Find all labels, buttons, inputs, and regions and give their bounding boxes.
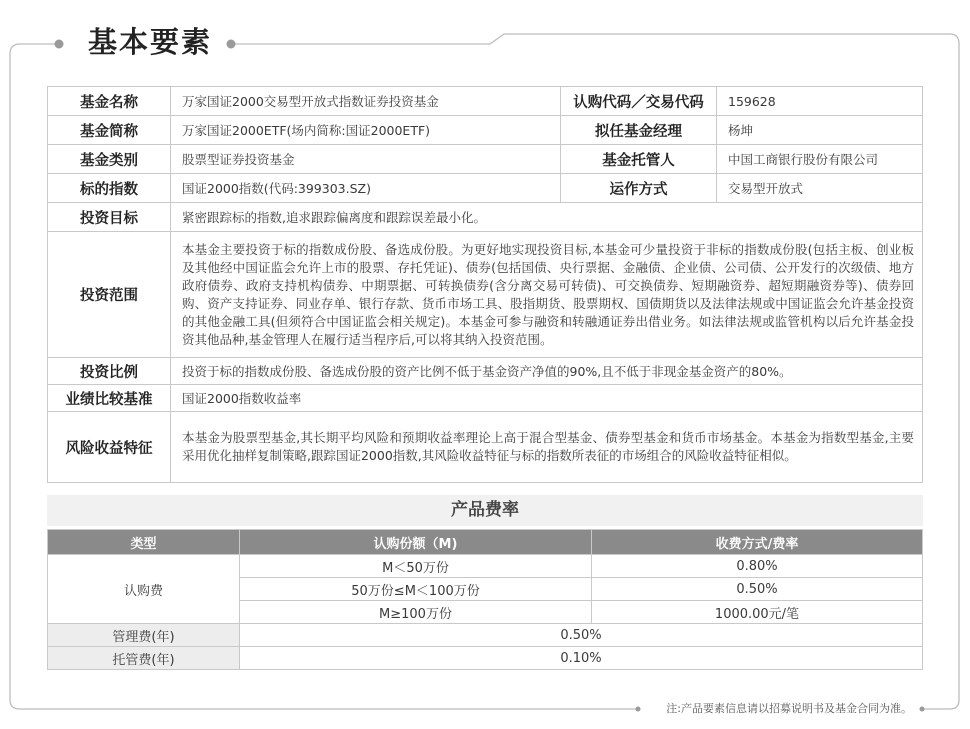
index-value: 国证2000指数(代码:399303.SZ) xyxy=(171,174,561,203)
short-name-label: 基金简称 xyxy=(48,116,171,145)
fee-header-type: 类型 xyxy=(48,530,240,555)
table-row xyxy=(48,385,923,412)
tier-rate: 0.80% xyxy=(592,555,923,578)
table-row xyxy=(48,555,923,578)
title-dot-left xyxy=(55,40,64,49)
fee-header-rate: 收费方式/费率 xyxy=(592,530,923,555)
table-row xyxy=(48,145,923,174)
page-title: 基本要素 xyxy=(82,20,218,61)
scope-label: 投资范围 xyxy=(48,232,171,358)
management-fee-label: 管理费(年) xyxy=(48,624,240,647)
custody-fee-rate: 0.10% xyxy=(240,647,923,670)
tier-range: 50万份≤M＜100万份 xyxy=(240,578,592,601)
basic-info-table xyxy=(47,86,923,483)
table-row xyxy=(48,358,923,385)
title-dot-right xyxy=(227,40,236,49)
operation-value: 交易型开放式 xyxy=(717,174,923,203)
risk-label: 风险收益特征 xyxy=(48,412,171,483)
management-fee-rate: 0.50% xyxy=(240,624,923,647)
fee-table xyxy=(47,529,923,670)
fee-header-row xyxy=(48,530,923,555)
note-dot-left xyxy=(636,707,641,712)
fee-section-title: 产品费率 xyxy=(47,495,923,526)
tier-rate: 1000.00元/笔 xyxy=(592,601,923,624)
manager-value: 杨坤 xyxy=(717,116,923,145)
table-row xyxy=(48,412,923,483)
benchmark-value: 国证2000指数收益率 xyxy=(171,385,923,412)
custody-fee-label: 托管费(年) xyxy=(48,647,240,670)
subscription-label: 认购费 xyxy=(48,555,240,624)
ratio-label: 投资比例 xyxy=(48,358,171,385)
tier-range: M＜50万份 xyxy=(240,555,592,578)
code-value: 159628 xyxy=(717,87,923,116)
table-row xyxy=(48,116,923,145)
fund-name-label: 基金名称 xyxy=(48,87,171,116)
custodian-value: 中国工商银行股份有限公司 xyxy=(717,145,923,174)
table-row xyxy=(48,624,923,647)
operation-label: 运作方式 xyxy=(561,174,717,203)
table-row xyxy=(48,232,923,358)
risk-value: 本基金为股票型基金,其长期平均风险和预期收益率理论上高于混合型基金、债券型基金和货币市场基金。本基金为指数型基金,主要采用优化抽样复制策略,跟踪国证2000指数,其风险收益特征与标的指数所表征的市场组合的风险收益特征相似。 xyxy=(171,412,923,483)
table-row xyxy=(48,647,923,670)
table-row xyxy=(48,203,923,232)
table-row xyxy=(48,87,923,116)
footnote: 注:产品要素信息请以招募说明书及基金合同为准。 xyxy=(662,700,916,716)
tier-rate: 0.50% xyxy=(592,578,923,601)
objective-label: 投资目标 xyxy=(48,203,171,232)
fund-name-value: 万家国证2000交易型开放式指数证券投资基金 xyxy=(171,87,561,116)
code-label: 认购代码／交易代码 xyxy=(561,87,717,116)
index-label: 标的指数 xyxy=(48,174,171,203)
custodian-label: 基金托管人 xyxy=(561,145,717,174)
fee-header-amount: 认购份额（M) xyxy=(240,530,592,555)
table-row xyxy=(48,174,923,203)
ratio-value: 投资于标的指数成份股、备选成份股的资产比例不低于基金资产净值的90%,且不低于非现金基金资产的80%。 xyxy=(171,358,923,385)
manager-label: 拟任基金经理 xyxy=(561,116,717,145)
short-name-value: 万家国证2000ETF(场内简称:国证2000ETF) xyxy=(171,116,561,145)
benchmark-label: 业绩比较基准 xyxy=(48,385,171,412)
category-label: 基金类别 xyxy=(48,145,171,174)
category-value: 股票型证券投资基金 xyxy=(171,145,561,174)
scope-value: 本基金主要投资于标的指数成份股、备选成份股。为更好地实现投资目标,本基金可少量投资于非标的指数成份股(包括主板、创业板及其他经中国证监会允许上市的股票、存托凭证)、债券(包括国债、央行票据、金融债、企业债、公司债、公开发行的次级债、地方政府债券、政府支持机构债券、中期票据、可转换债券(含分离交易可转债)、可交换债券、短期融资券、超短期融资券等)、债券回购、资产支持证券、同业存单、银行存款、货币市场工具、股指期货、股票期权、国债期货以及法律法规或中国证监会允许基金投资的其他金融工具(但须符合中国证监会相关规定)。本基金可参与融资和转融通证券出借业务。如法律法规或监管机构以后允许基金投资其他品种,基金管理人在履行适当程序后,可以将其纳入投资范围。 xyxy=(171,232,923,358)
objective-value: 紧密跟踪标的指数,追求跟踪偏离度和跟踪误差最小化。 xyxy=(171,203,923,232)
tier-range: M≥100万份 xyxy=(240,601,592,624)
note-dot-right xyxy=(920,707,925,712)
